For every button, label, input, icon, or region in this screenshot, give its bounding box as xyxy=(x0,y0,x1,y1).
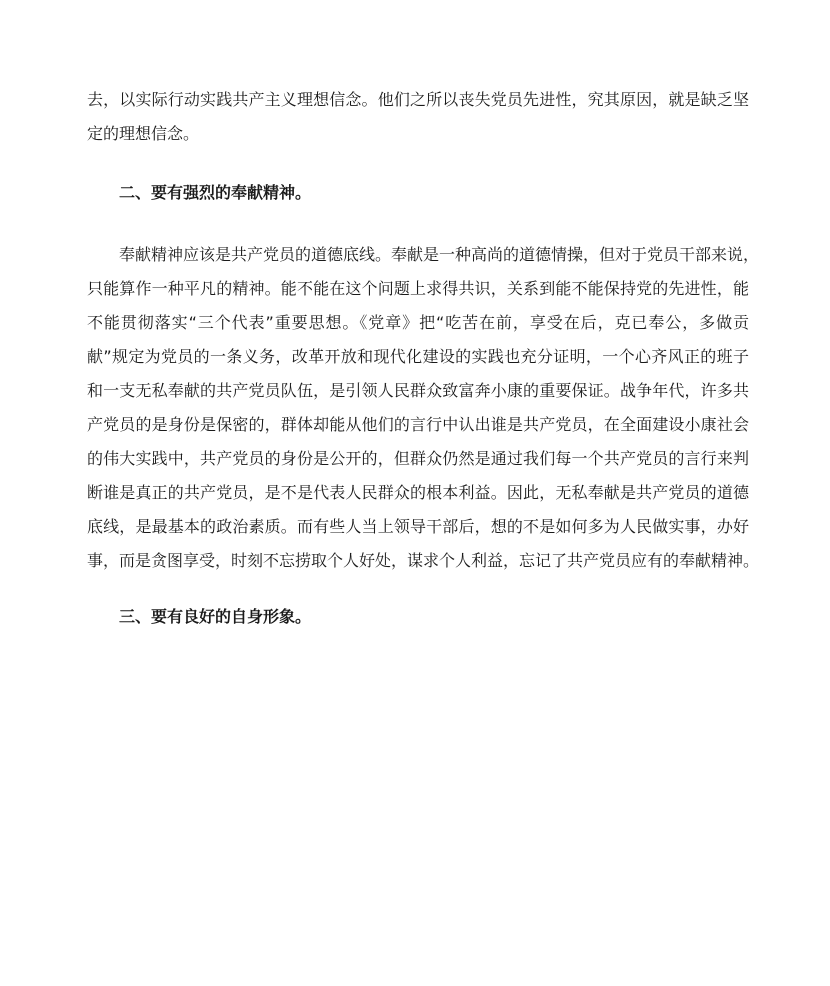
paragraph-2-line: 断谁是真正的共产党员，是不是代表人民群众的根本利益。因此，无私奉献是共产党员的道德 xyxy=(87,483,749,502)
paragraph-1-line: 定的理想信念。 xyxy=(87,124,200,143)
paragraph-2-line: 不能贯彻落实“三个代表”重要思想。《党章》把“吃苦在前，享受在后，克已奉公，多做贡 xyxy=(87,313,749,332)
paragraph-2-line: 奉献精神应该是共产党员的道德底线。奉献是一种高尚的道德情操，但对于党员干部来说， xyxy=(119,245,760,264)
paragraph-2-line: 事，而是贪图享受，时刻不忘捞取个人好处，谋求个人利益，忘记了共产党员应有的奉献精神。 xyxy=(87,551,760,570)
paragraph-2-line: 的伟大实践中，共产党员的身份是公开的，但群众仍然是通过我们每一个共产党员的言行来判 xyxy=(87,449,749,468)
section-heading-3: 三、要有良好的自身形象。 xyxy=(119,607,312,626)
section-heading-2: 二、要有强烈的奉献精神。 xyxy=(119,183,312,202)
paragraph-2-line: 和一支无私奉献的共产党员队伍，是引领人民群众致富奔小康的重要保证。战争年代，许多共 xyxy=(87,381,749,400)
paragraph-1-line: 去，以实际行动实践共产主义理想信念。他们之所以丧失党员先进性，究其原因，就是缺乏坚 xyxy=(87,90,749,109)
paragraph-2-line: 底线，是最基本的政治素质。而有些人当上领导干部后，想的不是如何多为人民做实事，办好 xyxy=(87,517,749,536)
paragraph-2-line: 献”规定为党员的一条义务，改革开放和现代化建设的实践也充分证明，一个心齐风正的班子 xyxy=(87,347,749,366)
paragraph-2-line: 产党员的是身份是保密的，群体却能从他们的言行中认出谁是共产党员，在全面建设小康社会 xyxy=(87,415,749,434)
paragraph-2-line: 只能算作一种平凡的精神。能不能在这个问题上求得共识，关系到能不能保持党的先进性，能 xyxy=(87,279,749,298)
